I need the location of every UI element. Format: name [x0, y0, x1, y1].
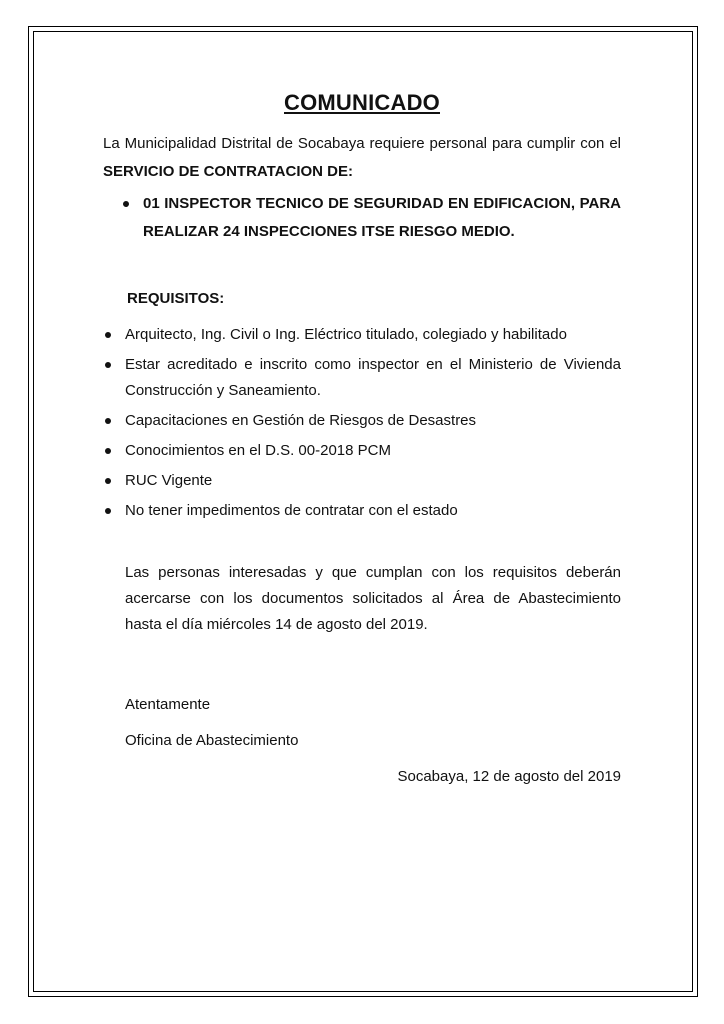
intro-bold-text: SERVICIO DE CONTRATACION DE:: [103, 163, 354, 180]
office-name: Oficina de Abastecimiento: [125, 732, 299, 749]
bullet-icon: [105, 478, 111, 484]
requirement-text: Conocimientos en el D.S. 00-2018 PCM: [125, 442, 391, 459]
requirement-text: Capacitaciones en Gestión de Riesgos de Desastres: [125, 412, 477, 429]
requirement-item: [103, 438, 621, 464]
requirement-text: Estar acreditado e inscrito como inspector en el Ministerio de Vivienda Construcción y Saneamiento.: [125, 356, 621, 399]
bullet-icon: [105, 448, 111, 454]
document-title: COMUNICADO: [284, 90, 440, 115]
regards-text: Atentamente: [125, 696, 211, 713]
bullet-icon: [105, 332, 111, 338]
requirement-item: [103, 352, 621, 404]
requirement-text: RUC Vigente: [125, 472, 213, 489]
intro-paragraph: [103, 130, 621, 186]
document-body: [103, 88, 621, 792]
bullet-icon: [105, 418, 111, 424]
requirement-text: Arquitecto, Ing. Civil o Ing. Eléctrico titulado, colegiado y habilitado: [125, 326, 567, 343]
service-item-text: 01 INSPECTOR TECNICO DE SEGURIDAD EN EDIFICACION, PARA REALIZAR 24 INSPECCIONES ITSE RIESGO MEDIO.: [143, 195, 621, 240]
requirement-item: [103, 468, 621, 494]
requirement-item: [103, 498, 621, 524]
requirements-heading: REQUISITOS:: [127, 290, 225, 307]
requirements-list: [103, 322, 621, 524]
intro-text: La Municipalidad Distrital de Socabaya requiere personal para cumplir con el: [103, 135, 621, 152]
bullet-icon: [105, 508, 111, 514]
bullet-icon: [105, 362, 111, 368]
place-date: Socabaya, 12 de agosto del 2019: [397, 768, 621, 785]
requirement-text: No tener impedimentos de contratar con el estado: [125, 502, 458, 519]
requirement-item: [103, 322, 621, 348]
service-item: [103, 190, 621, 246]
requirement-item: [103, 408, 621, 434]
closing-paragraph: Las personas interesadas y que cumplan con los requisitos deberán acercarse con los documentos solicitados al Área de Abastecimiento hasta el día miércoles 14 de agosto del 2019.: [125, 564, 621, 633]
service-list: [103, 190, 621, 246]
bullet-icon: [123, 201, 129, 207]
